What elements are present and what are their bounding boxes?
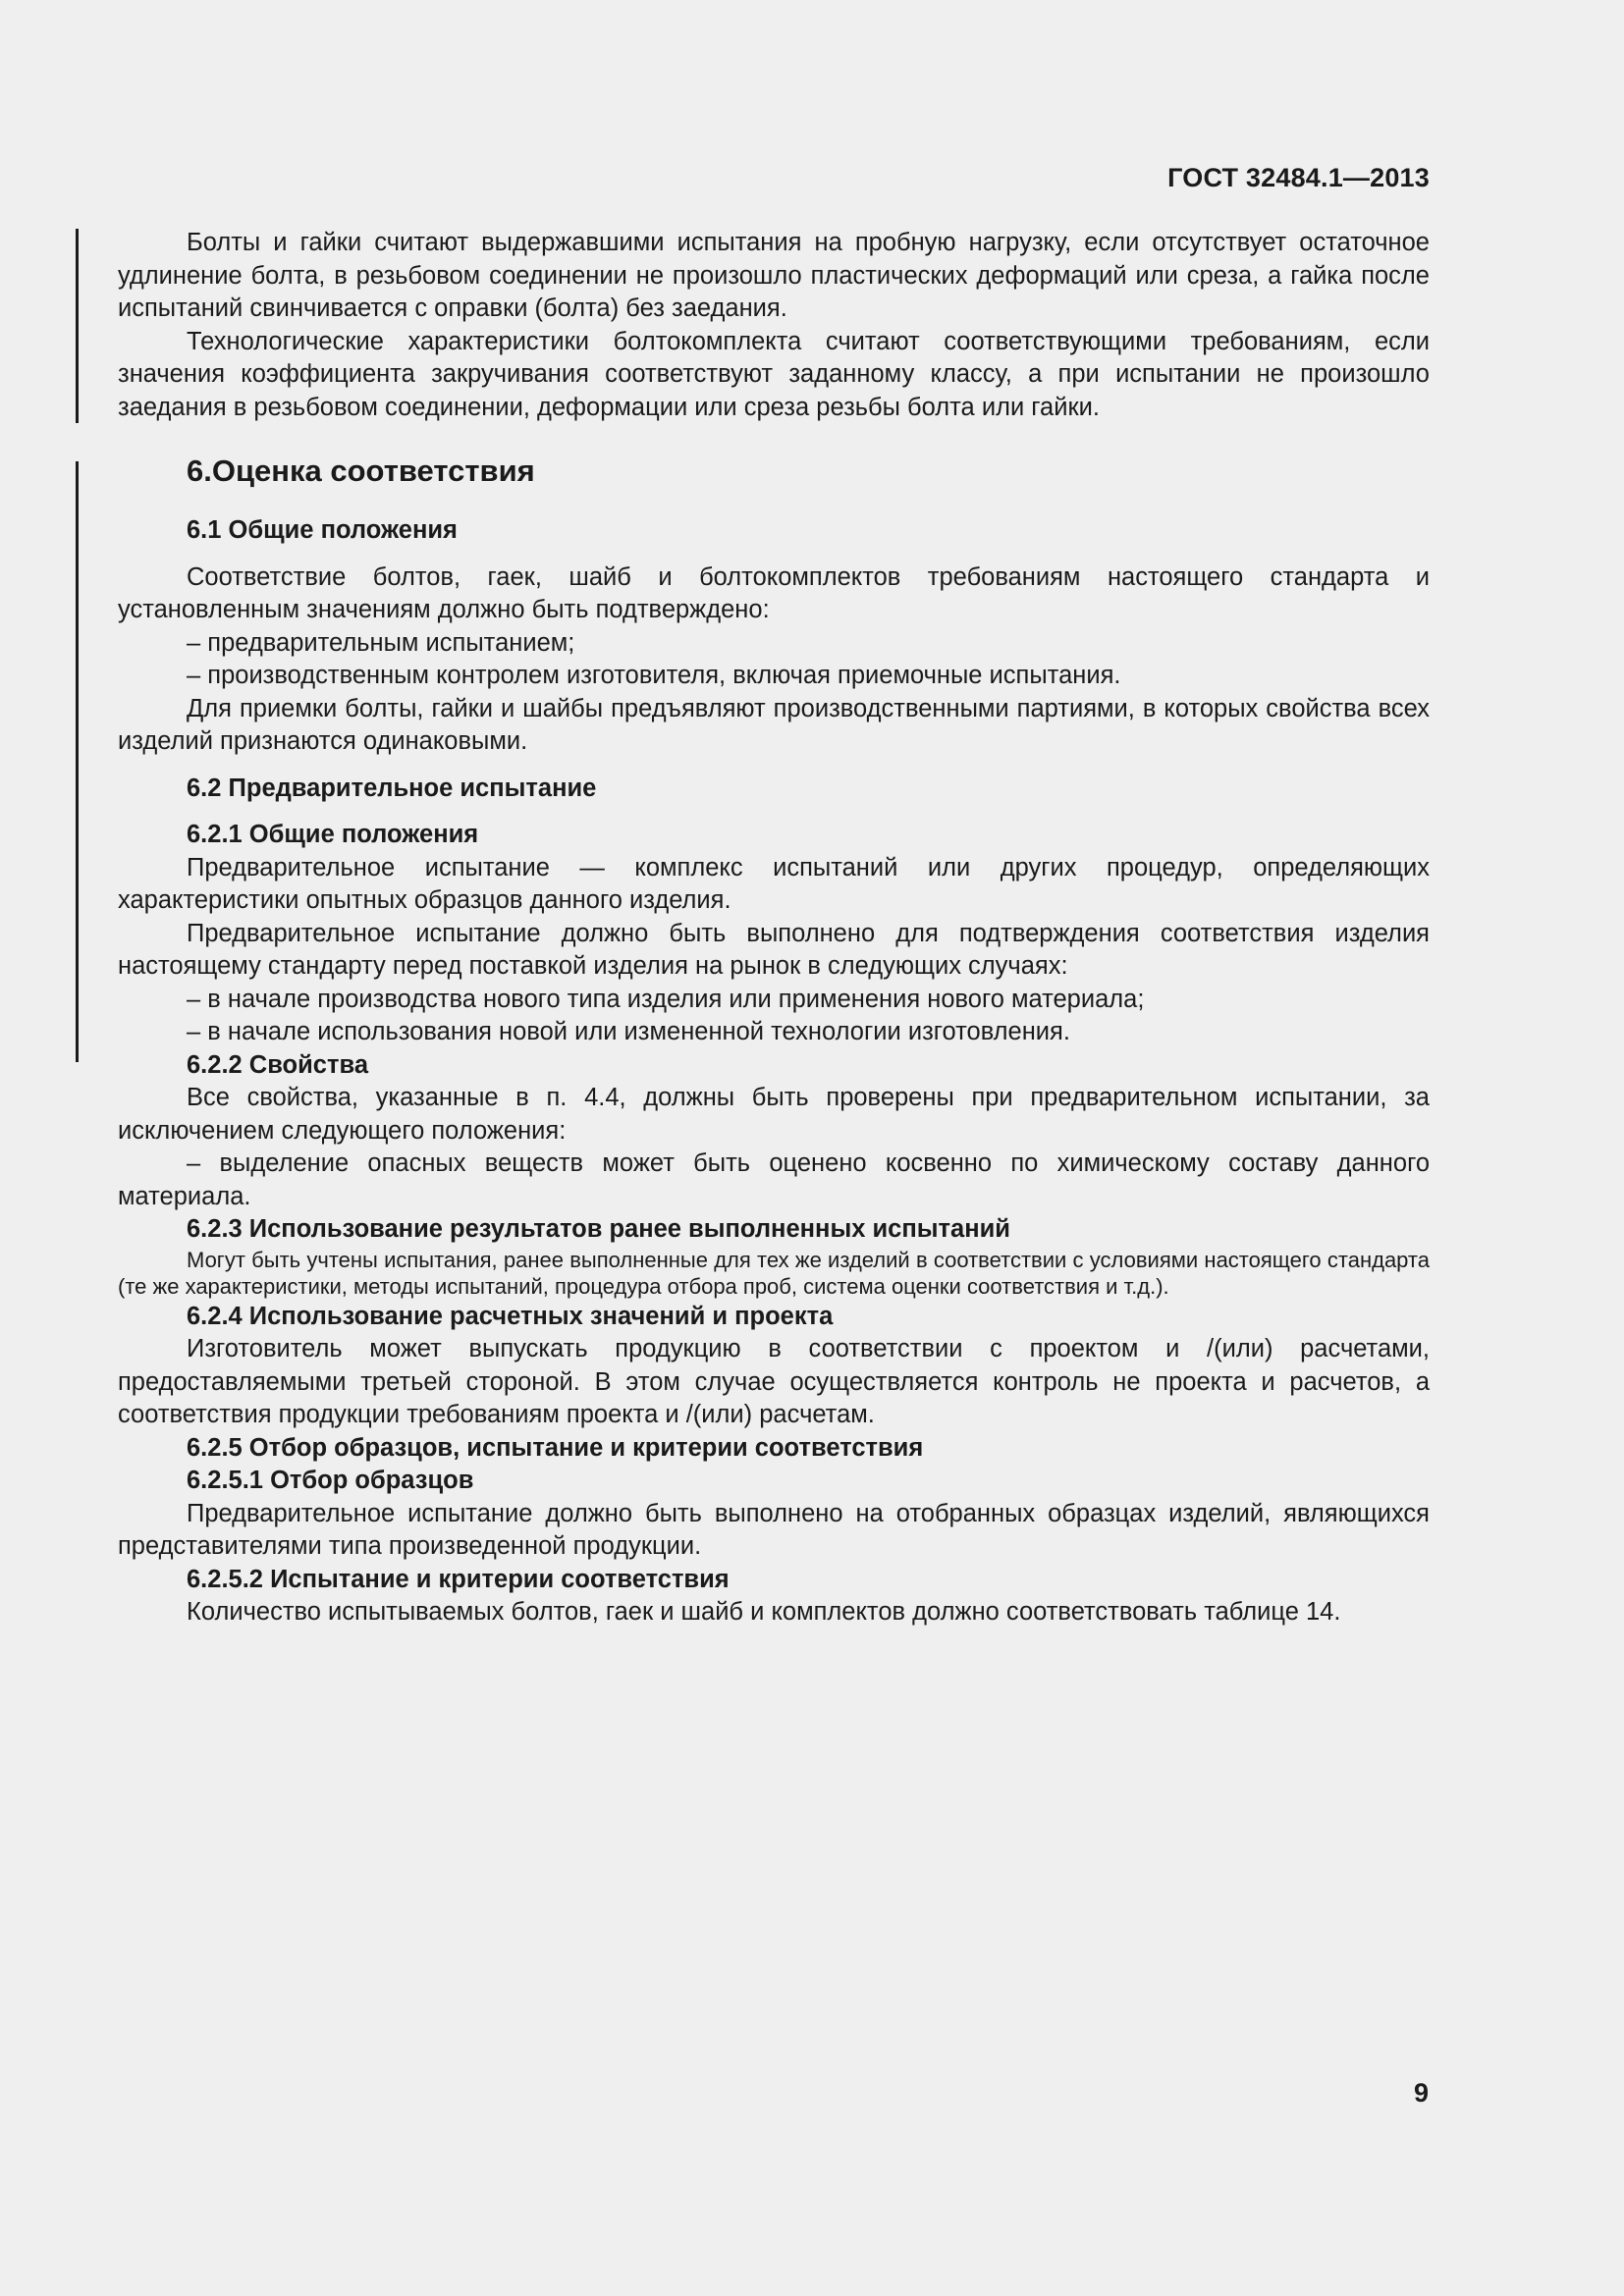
- paragraph: Могут быть учтены испытания, ранее выполненные для тех же изделий в соответствии с условиями настоящего стандарта (те же характеристики, методы испытаний, процедура отбора проб, система оценки соответствия и т.д.).: [118, 1247, 1430, 1299]
- paragraph: – выделение опасных веществ может быть оценено косвенно по химическому составу данного материала.: [118, 1149, 1430, 1210]
- paragraph: Для приемки болты, гайки и шайбы предъявляют производственными партиями, в которых свойства всех изделий признаются одинаковыми.: [118, 694, 1430, 755]
- section-heading: 6.2.3 Использование результатов ранее выполненных испытаний: [187, 1215, 1010, 1243]
- paragraph: Все свойства, указанные в п. 4.4, должны быть проверены при предварительном испытании, за исключением следующего положения:: [118, 1084, 1430, 1145]
- paragraph: Предварительное испытание должно быть выполнено на отобранных образцах изделий, являющихся представителями типа произведенной продукции.: [118, 1499, 1430, 1560]
- paragraph: Предварительное испытание — комплекс испытаний или других процедур, определяющих характеристики опытных образцов данного изделия.: [118, 853, 1430, 914]
- paragraph: Болты и гайки считают выдержавшими испытания на пробную нагрузку, если отсутствует остаточное удлинение болта, в резьбовом соединении не произошло пластических деформаций или среза, а гайка после испытаний свинчивается с оправки (болта) без заедания.: [118, 229, 1430, 322]
- paragraph: Изготовитель может выпускать продукцию в соответствии с проектом и /(или) расчетами, предоставляемыми третьей стороной. В этом случае осуществляется контроль не проекта и расчетов, а соответствия продукции требованиям проекта и /(или) расчетам.: [118, 1335, 1430, 1428]
- paragraph: – предварительным испытанием;: [187, 628, 575, 657]
- document-body: [118, 227, 1430, 1629]
- paragraph: Предварительное испытание должно быть выполнено для подтверждения соответствия изделия настоящему стандарту перед поставкой изделия на рынок в следующих случаях:: [118, 919, 1430, 980]
- section-heading: 6.2 Предварительное испытание: [187, 774, 597, 802]
- paragraph: – в начале производства нового типа изделия или применения нового материала;: [187, 985, 1145, 1013]
- section-heading: 6.2.5.1 Отбор образцов: [187, 1467, 474, 1494]
- change-bar: [76, 461, 79, 1062]
- paragraph: Технологические характеристики болтокомплекта считают соответствующими требованиям, если значения коэффициента закручивания соответствуют заданному классу, а при испытании не произошло заедания в резьбовом соединении, деформации или среза резьбы болта или гайки.: [118, 327, 1430, 421]
- document-header: ГОСТ 32484.1—2013: [1167, 163, 1430, 192]
- change-bar: [76, 229, 79, 423]
- paragraph: Количество испытываемых болтов, гаек и шайб и комплектов должно соответствовать таблице 14.: [187, 1598, 1341, 1626]
- paragraph: – производственным контролем изготовителя, включая приемочные испытания.: [187, 662, 1121, 689]
- paragraph: – в начале использования новой или измененной технологии изготовления.: [187, 1018, 1070, 1045]
- section-heading: 6.2.4 Использование расчетных значений и проекта: [187, 1302, 834, 1330]
- section-heading: 6.2.5 Отбор образцов, испытание и критерии соответствия: [187, 1433, 924, 1462]
- section-heading: 6.Оценка соответствия: [187, 454, 535, 488]
- section-heading: 6.2.2 Свойства: [187, 1050, 368, 1079]
- paragraph: Соответствие болтов, гаек, шайб и болтокомплектов требованиям настоящего стандарта и установленным значениям должно быть подтверждено:: [118, 562, 1430, 623]
- section-heading: 6.2.1 Общие положения: [187, 821, 479, 848]
- page-number: 9: [1414, 2078, 1430, 2108]
- section-heading: 6.2.5.2 Испытание и критерии соответствия: [187, 1565, 730, 1593]
- section-heading: 6.1 Общие положения: [187, 516, 458, 544]
